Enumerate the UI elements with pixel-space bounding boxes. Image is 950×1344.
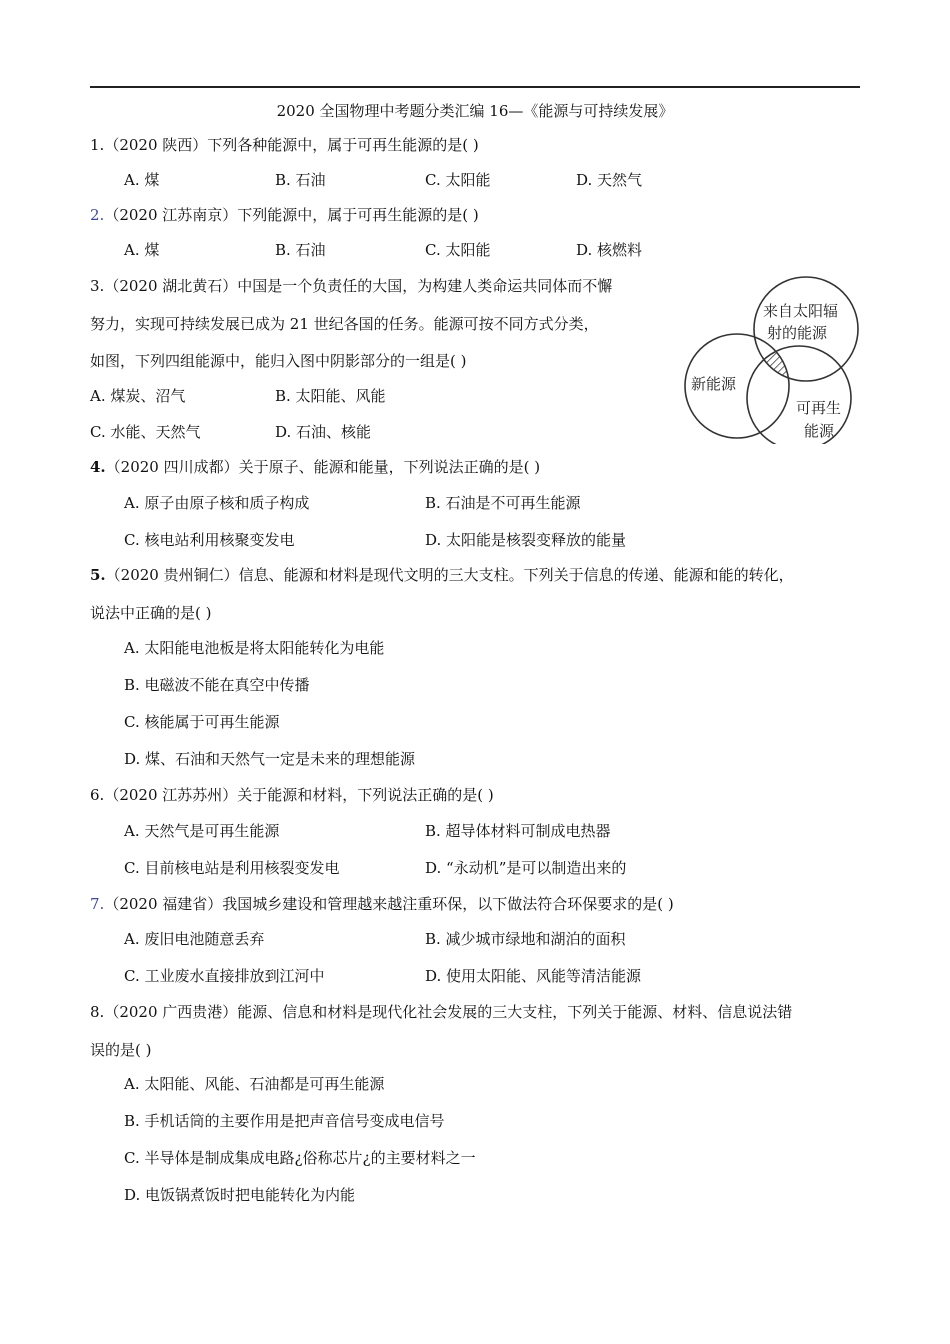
option: B. 石油 [275, 171, 326, 189]
question-stem: （2020 江苏苏州）关于能源和材料，下列说法正确的是( ) [104, 786, 494, 804]
option: B. 手机话筒的主要作用是把声音信号变成电信号 [124, 1112, 445, 1130]
question-number: 4. [90, 458, 106, 476]
option: D. 石油、核能 [275, 423, 372, 441]
option: B. 超导体材料可制成电热器 [425, 822, 611, 840]
question-5 [90, 565, 794, 585]
option: D. 天然气 [576, 171, 643, 189]
question-1 [90, 135, 479, 155]
option: D. 使用太阳能、风能等清洁能源 [425, 967, 642, 985]
question-stem-line: 误的是( ) [90, 1041, 152, 1059]
venn-label-top-1: 来自太阳辐 [763, 302, 839, 320]
question-number: 3. [90, 277, 105, 295]
question-7 [90, 894, 674, 914]
venn-label-right-1: 可再生 [796, 399, 842, 417]
option: A. 煤 [124, 171, 160, 189]
question-3 [90, 276, 612, 296]
option: A. 太阳能电池板是将太阳能转化为电能 [124, 639, 385, 657]
option: C. 太阳能 [425, 241, 491, 259]
header-rule [90, 86, 860, 88]
venn-circle-right [747, 346, 851, 444]
page-title: 2020 全国物理中考题分类汇编 16—《能源与可持续发展》 [276, 102, 674, 120]
question-number: 8. [90, 1003, 105, 1021]
option: B. 太阳能、风能 [275, 387, 386, 405]
option: A. 太阳能、风能、石油都是可再生能源 [124, 1075, 385, 1093]
option: C. 工业废水直接排放到江河中 [124, 967, 325, 985]
question-4 [90, 457, 540, 477]
option: C. 半导体是制成集成电路¿俗称芯片¿的主要材料之一 [124, 1149, 476, 1167]
option: A. 原子由原子核和质子构成 [124, 494, 310, 512]
option: D. “永动机”是可以制造出来的 [425, 859, 627, 877]
question-number: 5. [90, 566, 106, 584]
option: B. 石油是不可再生能源 [425, 494, 581, 512]
option: A. 煤 [124, 241, 160, 259]
option: A. 天然气是可再生能源 [124, 822, 280, 840]
question-stem: （2020 福建省）我国城乡建设和管理越来越注重环保，以下做法符合环保要求的是( ) [104, 895, 674, 913]
question-2 [90, 205, 479, 225]
question-number: 6. [90, 786, 105, 804]
option: B. 电磁波不能在真空中传播 [124, 676, 310, 694]
option: D. 煤、石油和天然气一定是未来的理想能源 [124, 750, 416, 768]
question-number: 7. [90, 895, 105, 913]
question-stem-line: 说法中正确的是( ) [90, 604, 212, 622]
option: D. 电饭锅煮饭时把电能转化为内能 [124, 1186, 356, 1204]
venn-label-top-2: 射的能源 [767, 324, 828, 342]
option: A. 煤炭、沼气 [90, 387, 186, 405]
question-stem: （2020 陕西）下列各种能源中，属于可再生能源的是( ) [104, 136, 479, 154]
option: B. 石油 [275, 241, 326, 259]
question-stem-line: （2020 贵州铜仁）信息、能源和材料是现代文明的三大支柱。下列关于信息的传递、能源和能的转化， [105, 566, 794, 584]
option: C. 太阳能 [425, 171, 491, 189]
question-6 [90, 785, 494, 805]
option: D. 太阳能是核裂变释放的能量 [425, 531, 627, 549]
venn-label-left: 新能源 [691, 375, 737, 393]
option: C. 核电站利用核聚变发电 [124, 531, 295, 549]
venn-diagram [683, 276, 859, 444]
question-stem-line: 如图，下列四组能源中，能归入图中阴影部分的一组是( ) [90, 352, 467, 370]
option: C. 水能、天然气 [90, 423, 201, 441]
question-stem-line: 努力，实现可持续发展已成为 21 世纪各国的任务。能源可按不同方式分类， [90, 315, 599, 333]
option: B. 减少城市绿地和湖泊的面积 [425, 930, 626, 948]
question-stem: （2020 江苏南京）下列能源中，属于可再生能源的是( ) [104, 206, 479, 224]
question-stem-line: （2020 广西贵港）能源、信息和材料是现代化社会发展的三大支柱，下列关于能源、材料、信息说法错 [104, 1003, 793, 1021]
question-stem: （2020 四川成都）关于原子、能源和能量，下列说法正确的是( ) [105, 458, 541, 476]
question-number: 1. [90, 136, 105, 154]
option: C. 核能属于可再生能源 [124, 713, 280, 731]
question-number: 2. [90, 206, 105, 224]
option: D. 核燃料 [576, 241, 643, 259]
question-8 [90, 1002, 792, 1022]
question-stem-line: （2020 湖北黄石）中国是一个负责任的大国，为构建人类命运共同体而不懈 [104, 277, 613, 295]
venn-label-right-2: 能源 [804, 422, 835, 440]
option: C. 目前核电站是利用核裂变发电 [124, 859, 340, 877]
option: A. 废旧电池随意丢弃 [124, 930, 265, 948]
